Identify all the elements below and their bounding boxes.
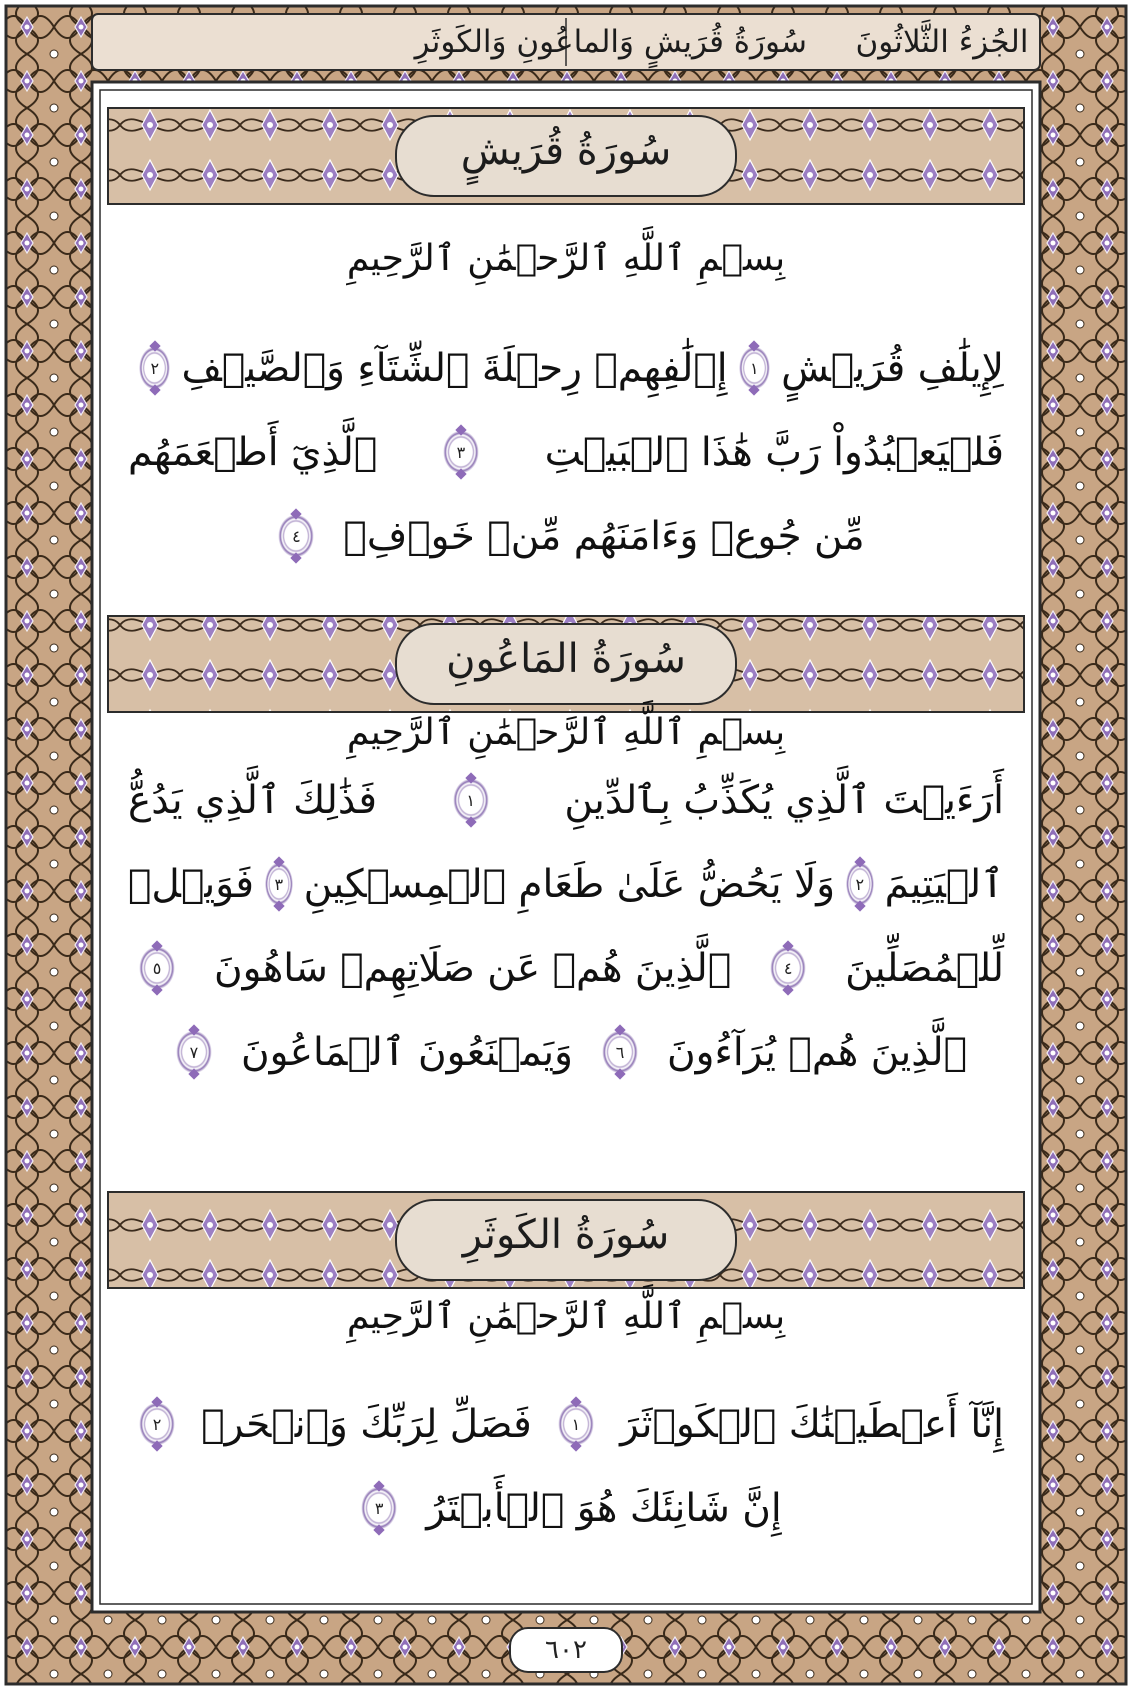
verse-line	[128, 412, 1004, 492]
juz-header: الجُزءُ الثَّلاثُونَ	[855, 24, 1029, 60]
verse-line	[128, 496, 1004, 576]
verse-text: فَوَيۡلٞ	[128, 861, 255, 907]
verse-text: فَذَٰلِكَ ٱلَّذِي يَدُعُّ	[128, 777, 378, 823]
ayah-number-marker: ١	[738, 345, 771, 391]
verse-text: فَصَلِّ لِرَبِّكَ وَٱنۡحَرۡ	[201, 1401, 532, 1447]
verse-text: إِۦلَٰفِهِمۡ رِحۡلَةَ ٱلشِّتَآءِ وَٱلصَّيۡفِ	[181, 345, 728, 391]
verse-text: مِّن جُوعٖ وَءَامَنَهُم مِّنۡ خَوۡفِۭ	[343, 513, 865, 559]
verse-line	[128, 760, 1004, 840]
ayah-number-marker: ٢	[845, 861, 875, 907]
verse-text: ٱلۡيَتِيمَ	[884, 861, 1004, 907]
verse-text: إِنَّ شَانِئَكَ هُوَ ٱلۡأَبۡتَرُ	[426, 1485, 782, 1531]
page-number: ٦٠٢	[545, 1635, 587, 1665]
verse-line	[128, 1384, 1004, 1464]
ayah-number-marker: ٦	[601, 1029, 639, 1075]
ayah-number-marker: ١	[452, 777, 490, 823]
verse-text: وَيَمۡنَعُونَ ٱلۡمَاعُونَ	[240, 1029, 573, 1075]
verse-line	[128, 328, 1004, 408]
verse-text: وَلَا يَحُضُّ عَلَىٰ طَعَامِ ٱلۡمِسۡكِينِ	[303, 861, 836, 907]
ayah-number-marker: ٤	[769, 945, 807, 991]
verse-text: لِإِيلَٰفِ قُرَيۡشٍ	[781, 345, 1004, 391]
surah-title-quraysh: سُورَةُ قُرَيشٍ	[460, 128, 672, 174]
surah-names-header: سُورَةُ قُرَيشٍ وَالماعُونِ وَالكَوثَرِ	[414, 24, 807, 60]
ayah-number-marker: ٢	[138, 1401, 176, 1447]
verse-text: ٱلَّذِيٓ أَطۡعَمَهُم	[128, 429, 378, 475]
verse-text: ٱلَّذِينَ هُمۡ عَن صَلَاتِهِمۡ سَاهُونَ	[213, 945, 732, 991]
ayah-number-marker: ٣	[360, 1485, 398, 1531]
verse-line	[128, 844, 1004, 924]
basmala: بِسۡمِ ٱللَّهِ ٱلرَّحۡمَٰنِ ٱلرَّحِيمِ	[346, 1296, 786, 1337]
basmala: بِسۡمِ ٱللَّهِ ٱلرَّحۡمَٰنِ ٱلرَّحِيمِ	[346, 712, 786, 753]
basmala: بِسۡمِ ٱللَّهِ ٱلرَّحۡمَٰنِ ٱلرَّحِيمِ	[346, 238, 786, 279]
ayah-number-marker: ١	[557, 1401, 595, 1447]
ayah-number-marker: ٤	[277, 513, 315, 559]
verse-text: إِنَّآ أَعۡطَيۡنَٰكَ ٱلۡكَوۡثَرَ	[620, 1401, 1004, 1447]
verse-text: لِّلۡمُصَلِّينَ	[845, 945, 1004, 991]
ayah-number-marker: ٣	[264, 861, 294, 907]
ayah-number-marker: ٣	[442, 429, 480, 475]
surah-title-maun: سُورَةُ المَاعُونِ	[446, 636, 686, 682]
ayah-number-marker: ٢	[138, 345, 171, 391]
verse-text: أَرَءَيۡتَ ٱلَّذِي يُكَذِّبُ بِٱلدِّينِ	[564, 777, 1004, 823]
verse-text: فَلۡيَعۡبُدُواْ رَبَّ هَٰذَا ٱلۡبَيۡتِ	[544, 429, 1004, 475]
ayah-number-marker: ٧	[175, 1029, 213, 1075]
surah-title-kawthar: سُورَةُ الكَوثَرِ	[462, 1212, 670, 1258]
ayah-number-marker: ٥	[138, 945, 176, 991]
verse-line	[128, 928, 1004, 1008]
verse-line	[128, 1468, 1004, 1548]
verse-line	[128, 1012, 1004, 1092]
verse-text: ٱلَّذِينَ هُمۡ يُرَآءُونَ	[667, 1029, 968, 1075]
